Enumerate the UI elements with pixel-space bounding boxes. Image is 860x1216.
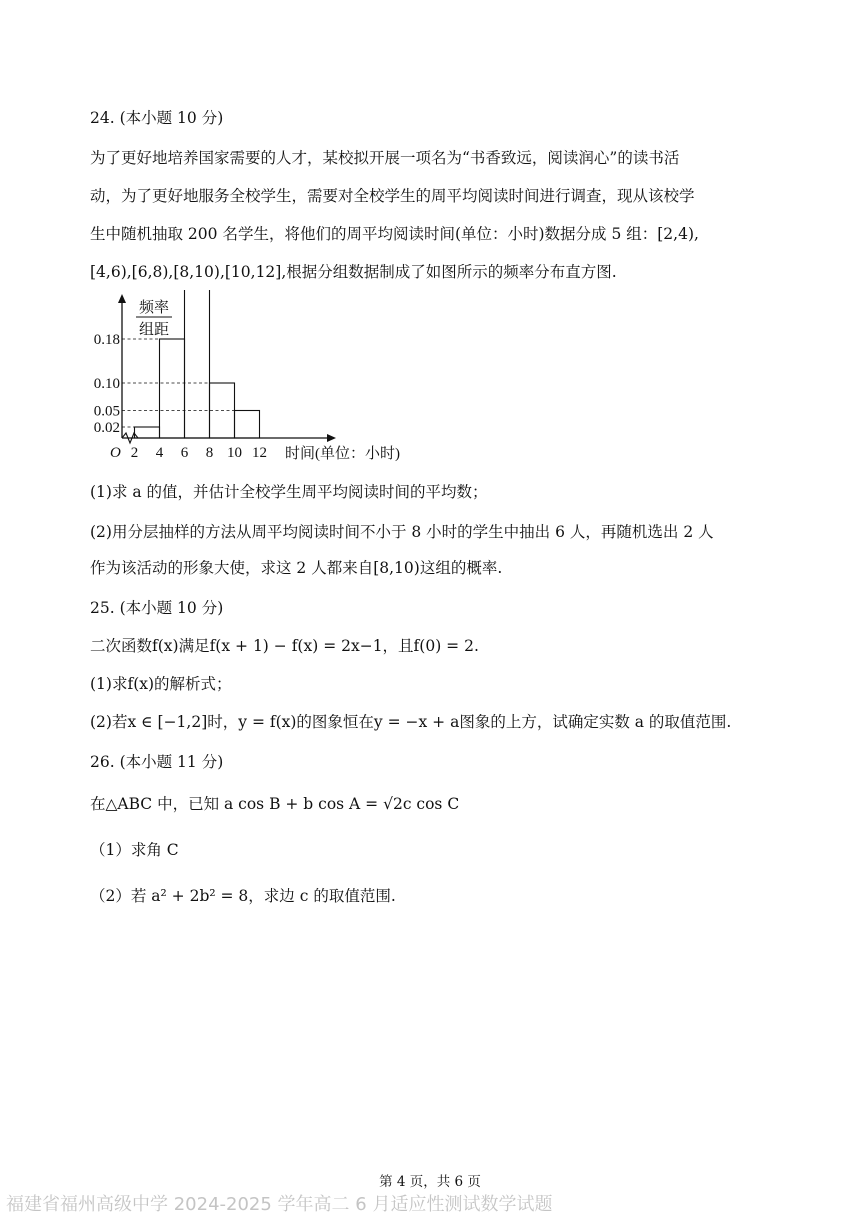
q24-para-1: 为了更好地培养国家需要的人才，某校拟开展一项名为“书香致远，阅读润心”的读书活 <box>90 149 680 167</box>
x-tick-label-12: 12 <box>252 445 267 461</box>
x-axis-arrow <box>327 434 336 442</box>
x-axis-label: 时间(单位：小时) <box>285 446 400 462</box>
y-tick-label-0: 0.18 <box>93 332 120 348</box>
q26-line-2: （1）求角 C <box>90 841 179 859</box>
q26-line-1: 在△ABC 中，已知 a cos B + b cos A = √2c cos C <box>90 795 460 813</box>
bar-2-4 <box>135 427 160 438</box>
q25-line-1: 二次函数f(x)满足f(x + 1) − f(x) = 2x−1，且f(0) = 2. <box>90 637 479 655</box>
q24-sub-2a: (2)用分层抽样的方法从周平均阅读时间不小于 8 小时的学生中抽出 6 人，再随机选出 2 人 <box>90 523 714 541</box>
bar-4-6 <box>160 339 185 438</box>
q26-line-3: （2）若 a² + 2b² = 8，求边 c 的取值范围. <box>90 887 396 905</box>
x-tick-label-2: 2 <box>130 445 139 461</box>
q25-header: 25. (本小题 10 分) <box>90 599 224 617</box>
q24-para-4: [4,6),[6,8),[8,10),[10,12],根据分组数据制成了如图所示的频率分布直方图. <box>90 263 617 281</box>
y-label-numerator: 频率 <box>138 300 170 316</box>
watermark: 福建省福州高级中学 2024-2025 学年高二 6 月适应性测试数学试题 <box>6 1194 553 1215</box>
bar-10-12 <box>235 411 260 439</box>
y-tick-label-4: 0.02 <box>93 420 120 436</box>
page-footer: 第 4 页，共 6 页 <box>379 1174 481 1190</box>
q24-header: 24. (本小题 10 分) <box>90 109 224 127</box>
q24-para-3: 生中随机抽取 200 名学生，将他们的周平均阅读时间(单位：小时)数据分成 5 组：[2,4), <box>90 225 699 243</box>
q24-sub-2b: 作为该活动的形象大使，求这 2 人都来自[8,10)这组的概率. <box>90 559 503 577</box>
q25-line-3: (2)若x ∈ [−1,2]时，y = f(x)的图象恒在y = −x + a图象的上方，试确定实数 a 的取值范围. <box>90 713 732 731</box>
y-tick-label-3: 0.05 <box>93 403 120 420</box>
frequency-histogram <box>80 290 440 470</box>
y-axis-arrow <box>118 294 126 303</box>
y-label-denominator: 组距 <box>138 322 170 338</box>
x-tick-label-6: 6 <box>180 445 189 461</box>
x-tick-label-8: 8 <box>205 445 214 461</box>
origin-label: O <box>110 445 121 461</box>
bar-6-8 <box>185 290 210 438</box>
q26-header: 26. (本小题 11 分) <box>90 753 224 771</box>
q25-line-2: (1)求f(x)的解析式； <box>90 675 232 693</box>
q24-para-2: 动，为了更好地服务全校学生，需要对全校学生的周平均阅读时间进行调查，现从该校学 <box>90 187 695 205</box>
q24-sub-1: (1)求 a 的值，并估计全校学生周平均阅读时间的平均数； <box>90 483 488 501</box>
x-tick-label-10: 10 <box>227 445 242 461</box>
x-tick-label-4: 4 <box>155 445 164 461</box>
y-tick-label-2: 0.10 <box>93 376 120 392</box>
